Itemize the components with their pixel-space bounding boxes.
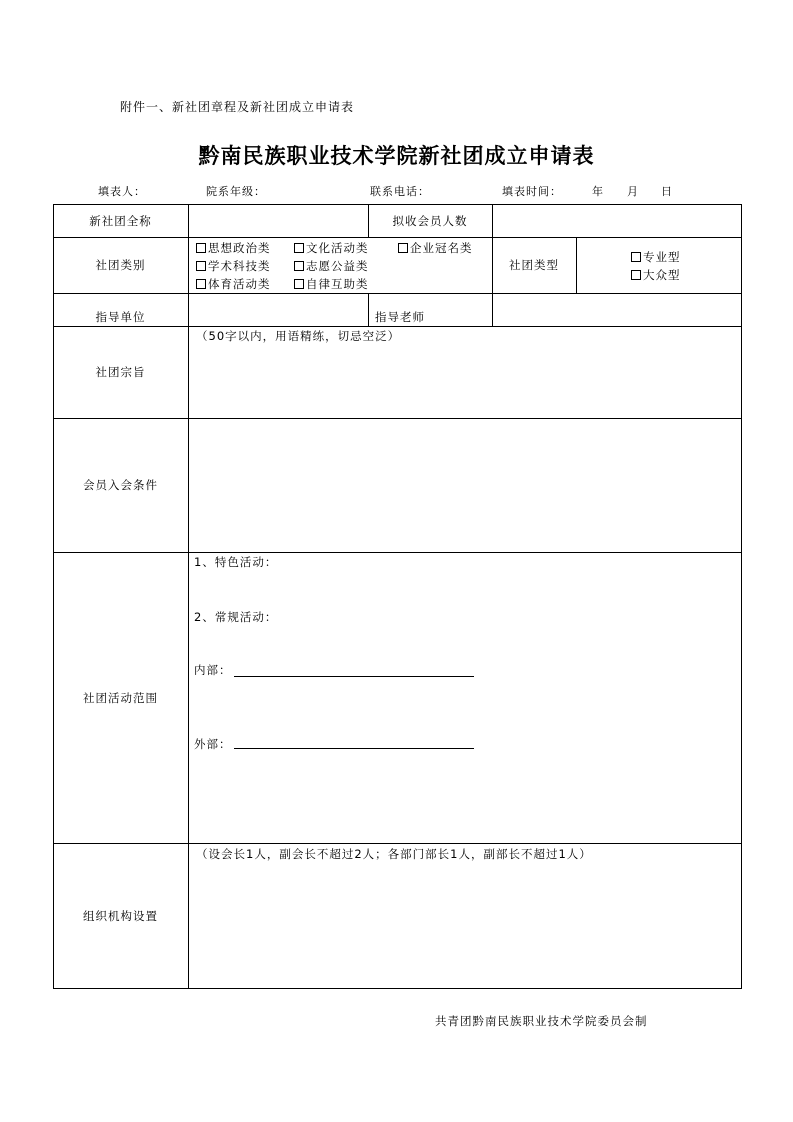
activity-internal: 内部： (194, 663, 232, 677)
checkbox-icon[interactable] (294, 279, 304, 289)
page-title: 黔南民族职业技术学院新社团成立申请表 (198, 144, 595, 168)
header-day: 日 (661, 185, 673, 198)
label-advisor: 指导老师 (375, 309, 425, 324)
input-planned-members[interactable] (492, 204, 741, 237)
checkbox-icon[interactable] (631, 270, 641, 280)
input-club-full-name[interactable] (188, 204, 368, 237)
header-year: 年 (592, 185, 604, 198)
label-guidance-unit: 指导单位 (95, 309, 146, 324)
category-option[interactable]: 体育活动类 (196, 276, 271, 292)
label-club-type: 社团类型 (509, 258, 559, 272)
checkbox-icon[interactable] (294, 243, 304, 253)
activity-external: 外部： (194, 737, 232, 751)
type-option[interactable]: 大众型 (631, 267, 681, 283)
header-filler: 填表人： (98, 185, 146, 198)
internal-underline[interactable] (234, 676, 474, 677)
category-option[interactable]: 文化活动类 (294, 240, 369, 256)
label-membership: 会员入会条件 (83, 478, 158, 492)
table-line (576, 237, 577, 293)
header-phone: 联系电话： (370, 185, 430, 198)
label-club-category: 社团类别 (95, 258, 146, 272)
input-advisor[interactable] (492, 293, 741, 326)
label-activity-scope: 社团活动范围 (83, 690, 158, 705)
purpose-note: （50字以内，用语精练，切忌空泛） (196, 329, 401, 343)
footer-issuer: 共青团黔南民族职业技术学院委员会制 (435, 1014, 648, 1028)
table-line (53, 988, 742, 989)
label-planned-members: 拟收会员人数 (392, 213, 468, 228)
input-membership[interactable] (188, 418, 741, 552)
category-option[interactable]: 企业冠名类 (398, 240, 473, 256)
label-purpose: 社团宗旨 (95, 365, 146, 379)
category-option[interactable]: 学术科技类 (196, 258, 271, 274)
category-option[interactable]: 自律互助类 (294, 276, 369, 292)
checkbox-icon[interactable] (196, 243, 206, 253)
activity-special: 1、特色活动： (194, 555, 278, 569)
header-fill-time: 填表时间： (502, 185, 562, 198)
checkbox-icon[interactable] (398, 243, 408, 253)
external-underline[interactable] (234, 748, 474, 749)
activity-regular: 2、常规活动： (194, 610, 278, 624)
category-option[interactable]: 志愿公益类 (294, 258, 369, 274)
header-month: 月 (627, 185, 639, 198)
header-department: 院系年级： (206, 185, 266, 198)
organization-note: （设会长1人，副会长不超过2人；各部门部长1人，副部长不超过1人） (196, 847, 592, 861)
checkbox-icon[interactable] (294, 261, 304, 271)
checkbox-icon[interactable] (631, 252, 641, 262)
label-club-full-name: 新社团全称 (89, 213, 152, 228)
category-option[interactable]: 思想政治类 (196, 240, 271, 256)
label-organization: 组织机构设置 (83, 908, 158, 923)
table-line (741, 204, 742, 988)
attachment-label: 附件一、新社团章程及新社团成立申请表 (120, 100, 355, 114)
checkbox-icon[interactable] (196, 279, 206, 289)
type-option[interactable]: 专业型 (631, 249, 681, 265)
checkbox-icon[interactable] (196, 261, 206, 271)
input-guidance-unit[interactable] (188, 293, 368, 326)
